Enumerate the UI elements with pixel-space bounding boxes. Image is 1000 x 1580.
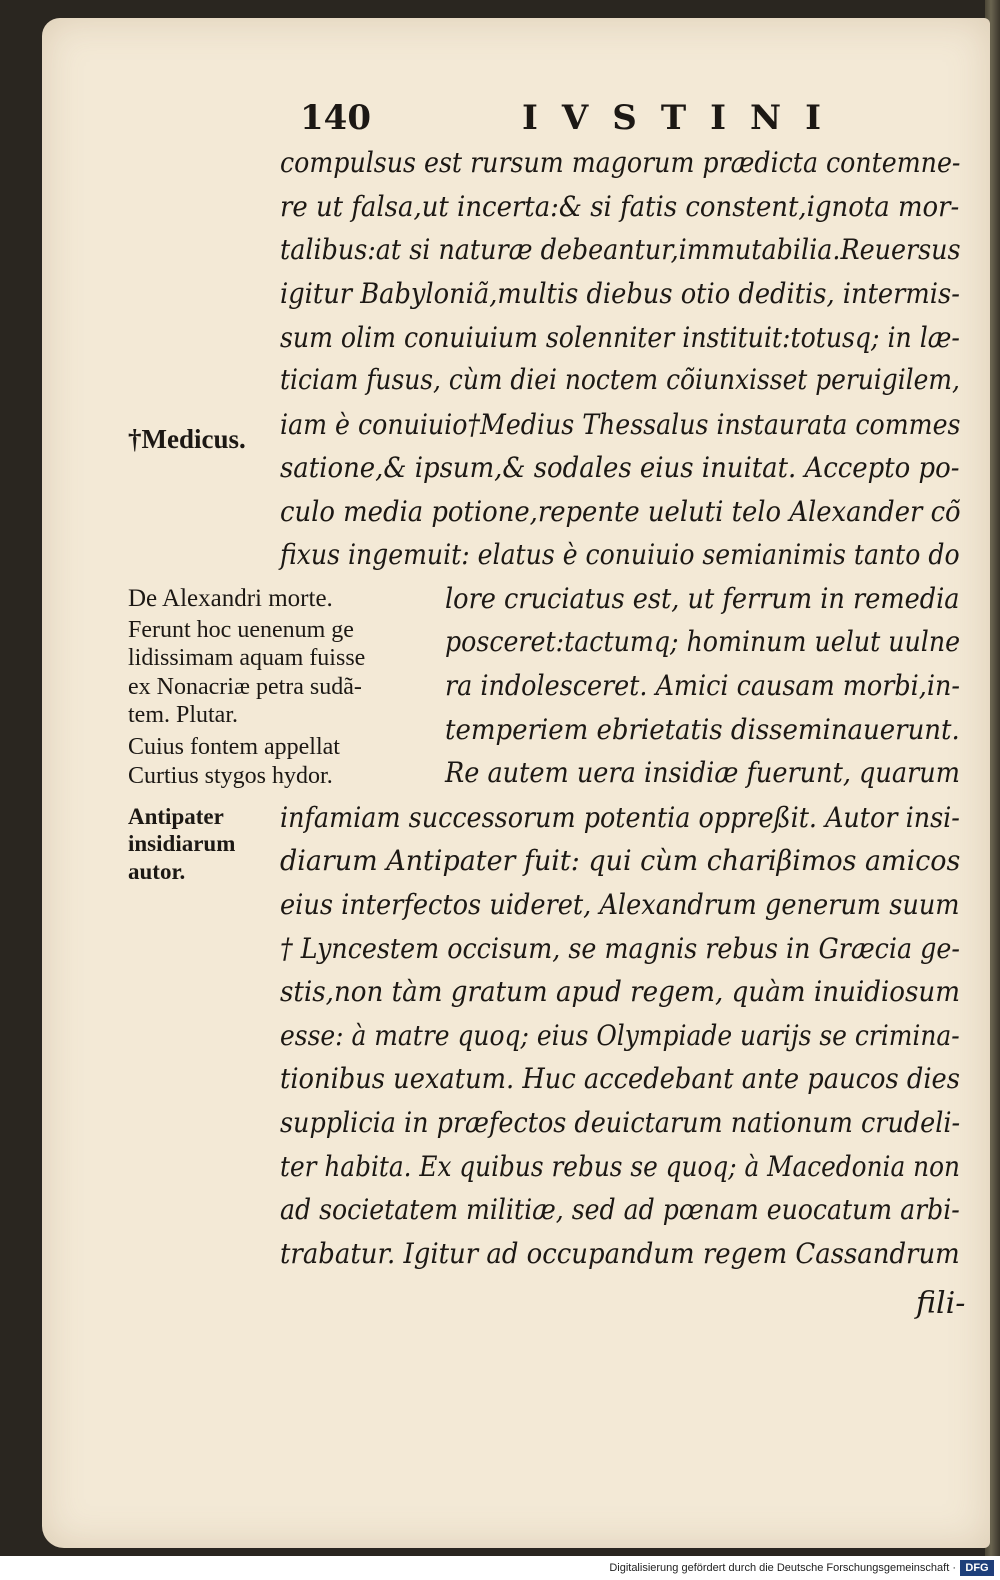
body-line: stis,non tàm gratum apud regem, quàm inuidiosum <box>280 975 961 1008</box>
running-head-title: IVSTINI <box>522 98 846 138</box>
body-line: iam è conuiuio†Medius Thessalus instaurata commes <box>280 408 961 441</box>
margin-note-heading: De Alexandri morte. <box>128 585 333 612</box>
dfg-logo: DFG <box>960 1560 994 1576</box>
body-line: compulsus est rursum magorum prædicta contemne- <box>280 146 961 179</box>
margin-note-line: Curtius stygos hydor. <box>128 763 333 789</box>
body-line: † Lyncestem occisum, se magnis rebus in Græcia ge- <box>280 932 960 965</box>
margin-note-line: autor. <box>128 859 186 884</box>
body-line: fixus ingemuit: elatus è conuiuio semianimis tanto do <box>280 538 960 571</box>
margin-note-line: ex Nonacriæ petra sudã- <box>128 674 362 700</box>
body-line: talibus:at si naturæ debeantur,immutabilia.Reuersus <box>280 233 961 266</box>
page-number: 140 <box>300 98 371 138</box>
margin-note-line: tem. Plutar. <box>128 702 238 728</box>
margin-note-line: Cuius fontem appellat <box>128 734 340 760</box>
body-line: re ut falsa,ut incerta:& si fatis constent,ignota mor- <box>280 190 960 223</box>
body-line: Re autem uera insidiæ fuerunt, quarum <box>445 756 960 789</box>
body-line: culo media potione,repente ueluti telo Alexander cõ <box>280 495 961 528</box>
body-line: sum olim conuiuium solenniter instituit:totusq; in læ- <box>280 321 960 354</box>
body-line: diarum Antipater fuit: qui cùm chariβimos amicos <box>280 844 961 877</box>
body-line: ticiam fusus, cùm diei noctem cõiunxisset peruigilem, <box>280 363 960 396</box>
catchword: fili- <box>916 1286 966 1321</box>
margin-note-line: lidissimam aquam fuisse <box>128 645 366 671</box>
body-line: eius interfectos uideret, Alexandrum generum suum <box>280 888 960 921</box>
margin-note-line: Ferunt hoc uenenum ge <box>128 617 354 643</box>
body-line: temperiem ebrietatis disseminauerunt. <box>445 713 960 746</box>
body-line: ter habita. Ex quibus rebus se quoq; à Macedonia non <box>280 1150 960 1183</box>
footer-credit: Digitalisierung gefördert durch die Deutsche Forschungsgemeinschaft · <box>609 1562 956 1574</box>
body-line: esse: à matre quoq; eius Olympiade uarijs se crimina- <box>280 1019 960 1052</box>
body-line: igitur Babyloniã,multis diebus otio deditis, intermis- <box>280 277 960 310</box>
body-line: posceret:tactumq; hominum uelut uulne <box>445 625 961 658</box>
body-line: infamiam successorum potentia oppreßit. Autor insi- <box>280 801 960 834</box>
body-line: satione,& ipsum,& sodales eius inuitat. Accepto po- <box>280 451 960 484</box>
margin-note-line: Antipater <box>128 804 224 829</box>
body-line: trabatur. Igitur ad occupandum regem Cassandrum <box>280 1237 960 1270</box>
footer-bar <box>0 1556 1000 1580</box>
body-line: tionibus uexatum. Huc accedebant ante paucos dies <box>280 1062 960 1095</box>
margin-note-line: insidiarum <box>128 831 236 856</box>
body-line: ad societatem militiæ, sed ad pœnam euocatum arbi- <box>280 1193 960 1226</box>
margin-note-medicus: †Medicus. <box>128 424 246 454</box>
body-line: lore cruciatus est, ut ferrum in remedia <box>445 582 960 615</box>
body-line: ra indolesceret. Amici causam morbi,in- <box>445 669 960 702</box>
body-line: supplicia in præfectos deuictarum nationum crudeli- <box>280 1106 961 1139</box>
